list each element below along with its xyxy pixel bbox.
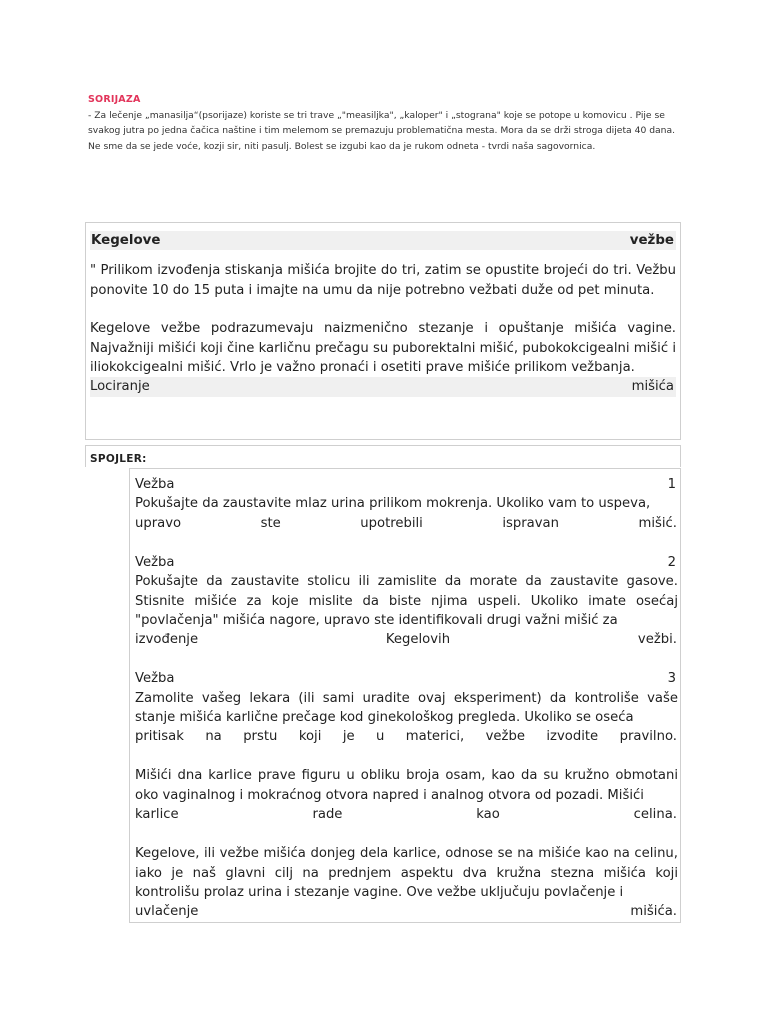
exercise-2-number: 2 (667, 554, 676, 570)
exercise-2-heading (135, 553, 678, 572)
kegel-heading (90, 231, 676, 250)
word: Kegelovih (385, 632, 451, 648)
spojler-header (85, 445, 681, 467)
exercise-3-number: 3 (667, 671, 676, 687)
kegel-heading-left: Kegelove (91, 233, 161, 248)
word: mišić. (638, 515, 677, 531)
word: vežbi. (637, 632, 677, 648)
kegel-para-1: " Prilikom izvođenja stiskanja mišića brojite do tri, zatim se opustite brojeći do tri. Vežbu ponovite 10 do 15 puta i imajte na umu da nije potrebno vežbati duže od pet minuta. (90, 263, 676, 298)
kegel-last-right: mišića (631, 379, 674, 395)
paragraph-4-text: Mišići dna karlice prave figuru u obliku broja osam, kao da su kružno obmotani oko vaginalnog i mokraćnog otvora napred i analnog otvora od pozadi. Mišići (135, 768, 678, 803)
top-note (88, 92, 688, 154)
exercise-2-text: Pokušajte da zaustavite stolicu ili zamislite da morate da zaustavite gasove. Stisnite mišiće za koje mislite da biste njima uspeli. Ukoliko imate osećaj "povlačenja" mišića nagore, upravo ste identifikovali drugi važni mišić za (135, 574, 678, 628)
kegel-last-left: Lociranje (90, 379, 150, 395)
exercise-3-label: Vežba (135, 671, 175, 687)
kegel-para-2: Kegelove vežbe podrazumevaju naizmenično stezanje i opuštanje mišića vagine. Najvažniji mišići koji čine karličnu prečagu su puborektalni mišić, pubokokcigealni mišić i iliokokcigealni mišić. Vrlo je važno pronaći i osetiti prave mišiće prilikom vežbanja. (90, 321, 676, 376)
word: upotrebili (360, 515, 423, 531)
word: upravo (135, 515, 182, 531)
kegel-box (85, 222, 681, 440)
exercise-3-heading (135, 669, 678, 688)
word: je (342, 729, 355, 745)
spojler-label[interactable]: SPOJLER: (90, 453, 147, 465)
exercise-3-text: Zamolite vašeg lekara (ili sami uradite ovaj eksperiment) da kontroliše vaše stanje mišića karlične prečage kod ginekološkog pregleda. Ukoliko se oseća (135, 690, 678, 726)
word: izvođenje (135, 632, 199, 648)
exercise-1-text: Pokušajte da zaustavite mlaz urina prilikom mokrenja. Ukoliko vam to uspeva, (135, 496, 651, 512)
exercise-2-label: Vežba (135, 554, 175, 570)
word: ispravan (502, 515, 559, 531)
word: vežbe (485, 729, 525, 745)
word: uvlačenje (135, 904, 199, 920)
word: ste (260, 515, 281, 531)
paragraph-4-last-line (135, 805, 678, 824)
paragraph-5-text: Kegelove, ili vežbe mišića donjeg dela karlice, odnose se na mišiće kao na celinu, iako je naš glavni cilj na prednjem aspektu dva kružna stezna mišića koji kontrolišu prolaz urina i stezanje vagine. Ove vežbe uključuju povlačenje i (135, 846, 678, 900)
word: prstu (243, 729, 278, 745)
word: celina. (633, 807, 677, 823)
word: u (376, 729, 385, 745)
word: materici, (405, 729, 465, 745)
word: koji (298, 729, 322, 745)
exercise-1-label: Vežba (135, 477, 175, 492)
note-body: - Za lečenje „manasilja“(psorijaze) koriste se tri trave „"measiljka", „kaloper" i „stograna" koje se potope u komovicu . Pije se svakog jutra po jedna čačica naštine i tim melemom se premazuju problematična mesta. Mora da se drži stroga dijeta 40 dana. Ne sme da se jede voće, kozji sir, niti pasulj. Bolest se izgubi kao da je rukom odneta - tvrdi naša sagovornica. (88, 109, 676, 152)
exercise-1-number: 1 (667, 477, 676, 492)
exercise-1-heading (135, 475, 678, 494)
word: izvodite (546, 729, 599, 745)
word: pritisak (135, 729, 184, 745)
word: mišića. (630, 904, 677, 920)
word: rade (312, 807, 343, 823)
spoiler-content (129, 468, 681, 923)
kegel-heading-right: vežbe (629, 233, 674, 248)
note-title: SORIJAZA (88, 94, 141, 105)
exercise-3-last-line (135, 727, 678, 746)
word: karlice (135, 807, 179, 823)
paragraph-5-last-line (135, 902, 678, 921)
kegel-para-2-last (90, 377, 676, 396)
word: na (205, 729, 222, 745)
exercise-1-last-line (135, 514, 678, 533)
word: pravilno. (619, 729, 677, 745)
word: kao (476, 807, 500, 823)
exercise-2-last-line (135, 630, 678, 649)
